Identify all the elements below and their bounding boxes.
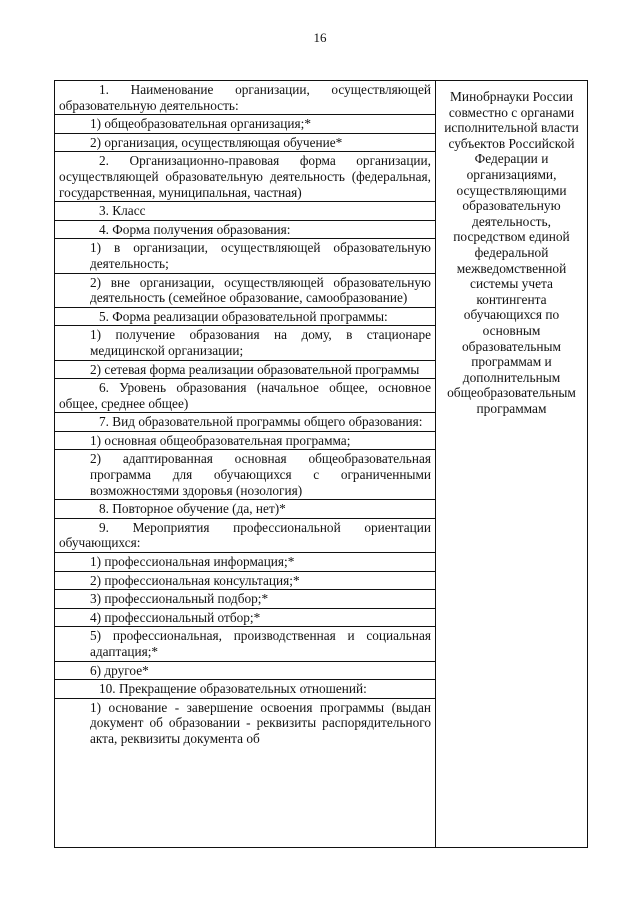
table-row-subitem: 2) сетевая форма реализации образовательной программы xyxy=(55,361,435,380)
responsible-body-cell: Минобрнауки России совместно с органами исполнительной власти субъектов Российской Федерации и организациями, осуществляющими образовательную деятельность, посредством единой федеральной межведомственной системы учета контингента обучающихся по основным образовательным программам и дополнительным общеобразовательным программам xyxy=(444,89,579,416)
table-row-subitem: 2) организация, осуществляющая обучение* xyxy=(55,134,435,153)
table-row-subitem: 2) профессиональная консультация;* xyxy=(55,572,435,591)
table-row-subitem: 1) профессиональная информация;* xyxy=(55,553,435,572)
table-row-subitem: 3) профессиональный подбор;* xyxy=(55,590,435,609)
items-column xyxy=(55,81,436,847)
table-row-subitem: 4) профессиональный отбор;* xyxy=(55,609,435,628)
data-table xyxy=(54,80,588,848)
page-number: 16 xyxy=(313,30,327,45)
table-row-heading: 5. Форма реализации образовательной программы: xyxy=(55,308,435,327)
table-row-heading: 10. Прекращение образовательных отношений: xyxy=(55,680,435,699)
table-row-subitem: 6) другое* xyxy=(55,662,435,681)
table-row-subitem: 1) в организации, осуществляющей образовательную деятельность; xyxy=(55,239,435,273)
table-row-heading: 1. Наименование организации, осуществляющей образовательную деятельность: xyxy=(55,81,435,115)
table-row-subitem: 2) вне организации, осуществляющей образовательную деятельность (семейное образование, самообразование) xyxy=(55,274,435,308)
table-row-heading: 3. Класс xyxy=(55,202,435,221)
table-row-subitem: 2) адаптированная основная общеобразовательная программа для обучающихся с ограниченными возможностями здоровья (нозология) xyxy=(55,450,435,500)
table-row-heading: 4. Форма получения образования: xyxy=(55,221,435,240)
table-row-subitem: 5) профессиональная, производственная и социальная адаптация;* xyxy=(55,627,435,661)
table-row-heading: 9. Мероприятия профессиональной ориентации обучающихся: xyxy=(55,519,435,553)
table-row-heading: 6. Уровень образования (начальное общее, основное общее, среднее общее) xyxy=(55,379,435,413)
table-row-subitem: 1) основная общеобразовательная программа; xyxy=(55,432,435,451)
table-row-subitem: 1) получение образования на дому, в стационаре медицинской организации; xyxy=(55,326,435,360)
table-row-heading: 7. Вид образовательной программы общего образования: xyxy=(55,413,435,432)
table-row-heading: 8. Повторное обучение (да, нет)* xyxy=(55,500,435,519)
table-row-subitem: 1) общеобразовательная организация;* xyxy=(55,115,435,134)
table-row-heading: 2. Организационно-правовая форма организации, осуществляющей образовательную деятельность (федеральная, государственная, муниципальная, частная) xyxy=(55,152,435,202)
table-row-subitem: 1) основание - завершение освоения программы (выдан документ об образовании - реквизиты распорядительного акта, реквизиты документа об xyxy=(90,699,431,746)
